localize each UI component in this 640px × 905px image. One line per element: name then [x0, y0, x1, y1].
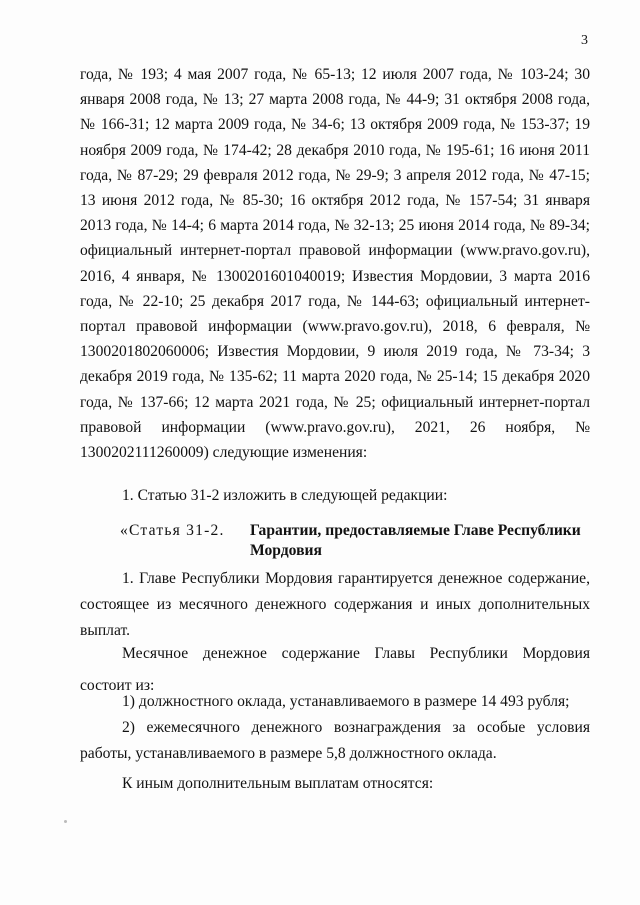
article-number: «Статья 31-2.	[120, 522, 225, 539]
intro-paragraph: года, № 193; 4 мая 2007 года, № 65-13; 12 июля 2007 года, № 103-24; 30 января 2008 года, № 13; 27 марта 2008 года, № 44-9; 31 октября 2008 года, № 166-31; 12 марта 2009 года, № 34-6; 13 октября 2009 года, № 153-37; 19 ноября 2009 года, № 174-42; 28 декабря 2010 года, № 195-61; 16 июня 2011 года, № 87-29; 29 февраля 2012 года, № 29-9; 3 апреля 2012 года, № 47-15; 13 июня 2012 года, № 85-30; 16 октября 2012 года, № 157-54; 31 января 2013 года, № 14-4; 6 марта 2014 года, № 32-13; 25 июня 2014 года, № 89-34; официальный интернет-портал правовой информации (www.pravo.gov.ru), 2016, 4 января, № 1300201601040019; Известия Мордовии, 3 марта 2016 года, № 22-10; 25 декабря 2017 года, № 144-63; официальный интернет-портал правовой информации (www.pravo.gov.ru), 2018, 6 февраля, № 1300201802060006; Известия Мордовии, 9 июля 2019 года, № 73-34; 3 декабря 2019 года, № 135-62; 11 марта 2020 года, № 25-14; 15 декабря 2020 года, № 137-66; 12 марта 2021 года, № 25; официальный интернет-портал правовой информации (www.pravo.gov.ru), 2021, 26 ноября, № 1300202111260009) следующие изменения:	[80, 66, 590, 462]
article-title: Гарантии, предоставляемые Главе Республики Мордовия	[250, 522, 581, 559]
page-number: 3	[581, 33, 588, 48]
article-paragraph-2: Месячное денежное содержание Главы Республики Мордовия состоит из:	[80, 645, 590, 694]
article-paragraph-1: 1. Главе Республики Мордовия гарантируется денежное содержание, состоящее из месячного денежного содержания и иных дополнительных выплат.	[80, 570, 590, 639]
list-item-2: 2) ежемесячного денежного вознаграждения за особые условия работы, устанавливаемого в размере 5,8 должностного оклада.	[80, 719, 590, 762]
amendment-item-1: 1. Статью 31-2 изложить в следующей редакции:	[122, 487, 448, 504]
list-item-1: 1) должностного оклада, устанавливаемого в размере 14 493 рубля;	[122, 693, 570, 710]
scan-speck	[64, 820, 67, 823]
article-paragraph-3: К иным дополнительным выплатам относятся:	[122, 775, 434, 792]
